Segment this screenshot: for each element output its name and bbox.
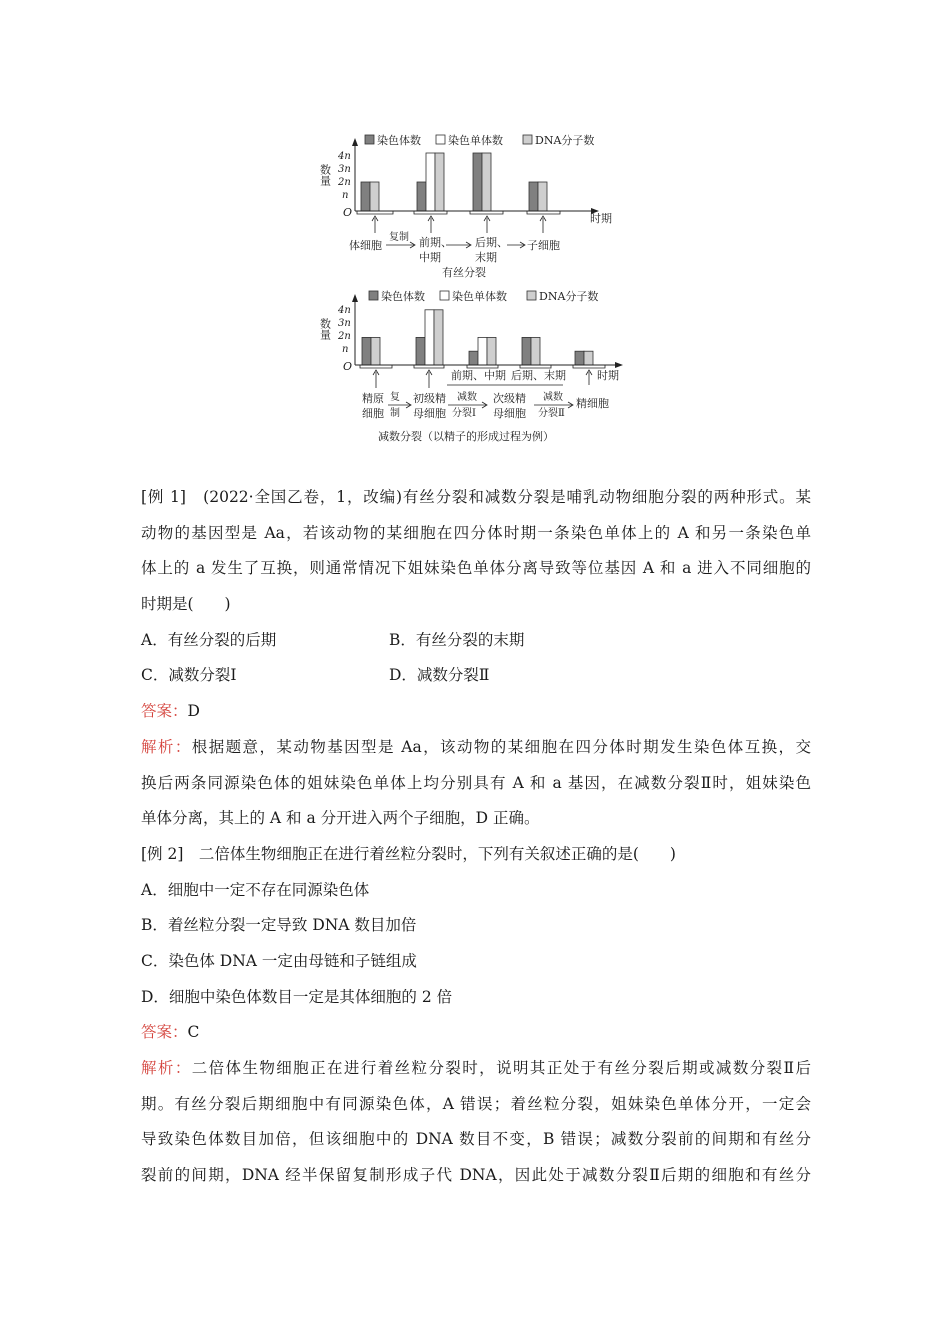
content xyxy=(141,480,811,1194)
question-stem-line: 时期是( ) xyxy=(141,595,231,614)
y-axis-arrowhead xyxy=(352,294,358,302)
figure-caption: 减数分裂（以精子的形成过程为例） xyxy=(378,430,554,443)
stage-label: 精原 xyxy=(362,392,384,405)
bar-chromosome xyxy=(361,182,370,211)
arrow-label: 分裂Ⅰ xyxy=(452,408,476,419)
legend-swatch-chromatid xyxy=(436,135,445,144)
bar-chromosome xyxy=(522,337,531,365)
arrow-label: 制 xyxy=(390,408,400,419)
y-axis-arrowhead xyxy=(352,138,358,146)
y-tick-label: n xyxy=(342,190,349,201)
legend-swatch-dna xyxy=(527,291,536,300)
option-a: A．有丝分裂的后期 xyxy=(141,630,277,649)
stage-label: 后期、 xyxy=(475,236,508,249)
answer-label: 答案： xyxy=(141,1023,188,1042)
stage-label: 初级精 xyxy=(413,392,446,405)
bar-chromosome xyxy=(362,337,371,365)
bar-chromosome xyxy=(575,351,584,365)
answer-value: D xyxy=(187,702,200,721)
legend-label: 染色体数 xyxy=(377,134,421,147)
stage-label: 体细胞 xyxy=(349,239,382,252)
bar-dna xyxy=(584,351,593,365)
meiosis-chart xyxy=(319,289,624,443)
legend-swatch-chromatid xyxy=(440,291,449,300)
stage-label: 中期 xyxy=(419,251,441,264)
y-tick-label: 3n xyxy=(338,164,351,175)
option-row xyxy=(141,658,811,694)
stage-label: 子细胞 xyxy=(527,239,560,252)
legend-label: 染色体数 xyxy=(381,290,425,303)
figure-area xyxy=(0,0,950,460)
stage-label: 次级精 xyxy=(493,392,526,405)
answer-line xyxy=(141,1015,811,1051)
x-axis-label: 时期 xyxy=(590,212,612,225)
question-stem-line: [例 2] 二倍体生物细胞正在进行着丝粒分裂时，下列有关叙述正确的是( ) xyxy=(141,844,676,863)
bar-dna xyxy=(482,153,491,211)
analysis-text: 二倍体生物细胞正在进行着丝粒分裂时，说明其正处于有丝分裂后期或减数分裂Ⅱ后 xyxy=(191,1059,811,1077)
option-b: B．着丝粒分裂一定导致 DNA 数目加倍 xyxy=(141,916,417,935)
legend-swatch-dna xyxy=(523,135,532,144)
option-d: D．细胞中染色体数目一定是其体细胞的 2 倍 xyxy=(141,987,453,1006)
substage-label: 后期、末期 xyxy=(511,369,566,382)
arrow-label: 复 xyxy=(390,392,400,403)
y-tick-label: 2n xyxy=(338,331,351,342)
option-row xyxy=(141,623,811,659)
stage-label: 母细胞 xyxy=(493,407,526,420)
bar-chromosome xyxy=(416,337,425,365)
bar-dna xyxy=(487,337,496,365)
legend-label: 染色单体数 xyxy=(448,134,503,147)
analysis-line: 裂前的间期，DNA 经半保留复制形成子代 DNA，因此处于减数分裂Ⅱ后期的细胞和有丝分 xyxy=(141,1166,811,1185)
bar-dna xyxy=(538,182,547,211)
bar-dna xyxy=(531,337,540,365)
arrow-label: 分裂Ⅱ xyxy=(538,408,565,419)
question-stem-line: 动物的基因型是 Aa，若该动物的某细胞在四分体时期一条染色单体上的 A 和另一条染色单 xyxy=(141,523,811,542)
chart1-legend xyxy=(365,133,594,147)
bar-chromosome xyxy=(469,351,478,365)
bar-chromosome xyxy=(473,153,482,211)
stage-label: 母细胞 xyxy=(413,407,446,420)
bar-dna xyxy=(435,153,444,211)
bar-chromatid xyxy=(478,337,487,365)
y-axis-label: 数量 xyxy=(318,164,332,186)
chart2-bars xyxy=(362,310,593,365)
option-a: A．细胞中一定不存在同源染色体 xyxy=(141,880,370,899)
legend-swatch-chromosome xyxy=(369,291,378,300)
analysis-line: 导致染色体数目加倍，但该细胞中的 DNA 数目不变，B 错误；减数分裂前的间期和有丝分 xyxy=(141,1130,811,1149)
origin-label: O xyxy=(343,360,353,373)
y-tick-label: 4n xyxy=(338,151,351,162)
bar-chromosome xyxy=(529,182,538,211)
legend-label: 染色单体数 xyxy=(452,290,507,303)
bar-dna xyxy=(371,337,380,365)
arrow-label: 减数 xyxy=(457,392,477,403)
x-axis-label: 时期 xyxy=(597,369,619,382)
figure-caption: 有丝分裂 xyxy=(442,266,486,279)
x-axis-arrowhead xyxy=(615,362,623,368)
bar-chromosome xyxy=(417,182,426,211)
mitosis-chart xyxy=(319,133,613,279)
chart2-legend xyxy=(369,289,598,303)
y-axis-label: 数量 xyxy=(318,318,332,340)
option-d: D．减数分裂Ⅱ xyxy=(389,666,490,685)
bar-chromatid xyxy=(425,310,434,365)
y-tick-label: 3n xyxy=(338,318,351,329)
y-tick-label: 2n xyxy=(338,177,351,188)
analysis-line xyxy=(141,730,811,766)
answer-label: 答案： xyxy=(141,702,188,721)
arrow-label: 复制 xyxy=(389,232,409,243)
example-1 xyxy=(141,480,811,837)
stage-label: 精细胞 xyxy=(576,397,609,410)
bar-dna xyxy=(434,310,443,365)
analysis-label: 解析： xyxy=(141,1059,192,1077)
option-c: C．染色体 DNA 一定由母链和子链组成 xyxy=(141,951,417,970)
option-c: C．减数分裂Ⅰ xyxy=(141,666,237,685)
analysis-line xyxy=(141,1051,811,1087)
legend-label: DNA分子数 xyxy=(539,290,599,303)
bar-dna xyxy=(370,182,379,211)
question-stem-line: [例 1] (2022·全国乙卷，1，改编)有丝分裂和减数分裂是哺乳动物细胞分裂的两种形式。某 xyxy=(141,488,811,506)
stage-label: 前期、 xyxy=(419,236,452,249)
chart1-bars xyxy=(361,153,547,211)
y-tick-label: n xyxy=(342,344,349,355)
question-stem-line: 体上的 a 发生了互换，则通常情况下姐妹染色单体分离导致等位基因 A 和 a 进入不同细胞的 xyxy=(141,559,811,578)
y-tick-label: 4n xyxy=(338,305,351,316)
analysis-label: 解析： xyxy=(141,737,192,756)
arrow-label: 减数 xyxy=(543,392,563,403)
analysis-text: 根据题意，某动物基因型是 Aa，该动物的某细胞在四分体时期发生染色体互换，交 xyxy=(191,737,811,756)
answer-line xyxy=(141,694,811,730)
legend-swatch-chromosome xyxy=(365,135,374,144)
legend-label: DNA分子数 xyxy=(535,134,595,147)
answer-value: C xyxy=(187,1023,200,1042)
stage-label: 细胞 xyxy=(362,407,384,420)
analysis-line: 期。有丝分裂后期细胞中有同源染色体，A 错误；着丝粒分裂，姐妹染色单体分开，一定会 xyxy=(141,1094,811,1113)
stage-label: 末期 xyxy=(475,251,497,264)
example-2 xyxy=(141,837,811,1194)
substage-label: 前期、中期 xyxy=(451,369,506,382)
analysis-line: 换后两条同源染色体的姐妹染色单体上均分别具有 A 和 a 基因，在减数分裂Ⅱ时，姐妹染色 xyxy=(141,773,811,792)
analysis-line: 单体分离，其上的 A 和 a 分开进入两个子细胞，D 正确。 xyxy=(141,809,540,828)
origin-label: O xyxy=(343,206,353,219)
bar-chromatid xyxy=(426,153,435,211)
option-b: B．有丝分裂的末期 xyxy=(389,630,525,649)
